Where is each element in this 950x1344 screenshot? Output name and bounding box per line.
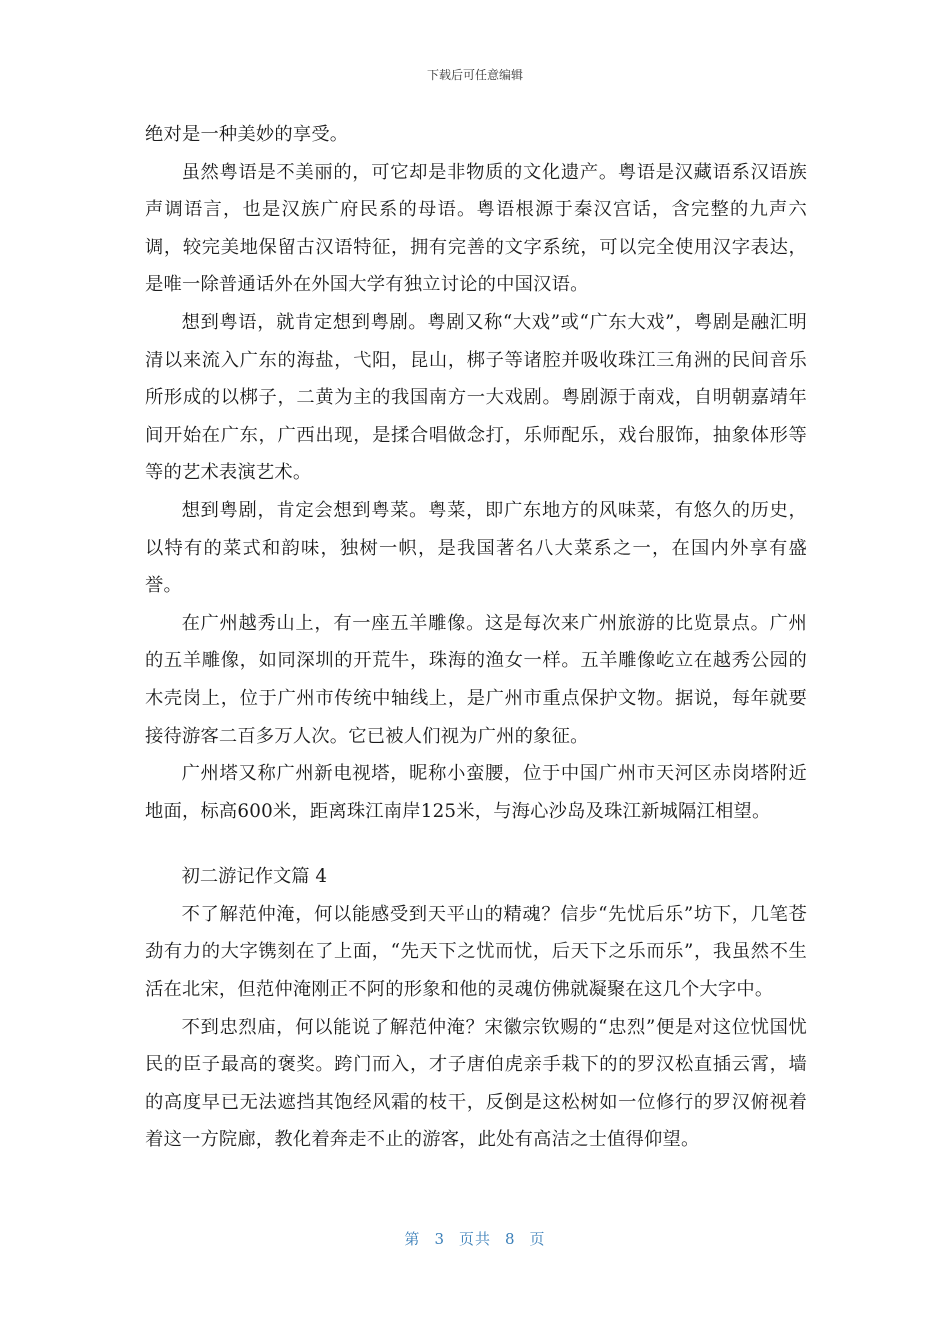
footer-current-page: 3	[434, 1230, 445, 1248]
paragraph-canton-tower: 广州塔又称广州新电视塔，昵称小蛮腰，位于中国广州市天河区赤岗塔附近地面，标高600米，距离珠江南岸125米，与海心沙岛及珠江新城隔江相望。	[145, 763, 807, 822]
page-number-footer	[0, 1228, 950, 1249]
paragraph-cantonese-language: 虽然粤语是不美丽的，可它却是非物质的文化遗产。粤语是汉藏语系汉语族声调语言，也是汉族广府民系的母语。粤语根源于秦汉宫话，含完整的九声六调，较完美地保留古汉语特征，拥有完善的文字系统，可以完全使用汉字表达，是唯一除普通话外在外国大学有独立讨论的中国汉语。	[145, 161, 807, 296]
paragraph-continuation: 绝对是一种美妙的享受。	[145, 124, 349, 145]
footer-label-end: 页	[529, 1230, 546, 1248]
page-header-note: 下载后可任意编辑	[426, 68, 523, 82]
footer-total-pages: 8	[505, 1230, 516, 1248]
section-heading: 初二游记作文篇 4	[181, 866, 328, 888]
paragraph-cantonese-cuisine: 想到粤剧，肯定会想到粤菜。粤菜，即广东地方的风味菜，有悠久的历史，以特有的菜式和韵味，独树一帜，是我国著名八大菜系之一，在国内外享有盛誉。	[145, 499, 807, 597]
footer-label-of: 页共	[458, 1230, 491, 1248]
paragraph-fan-zhongyan: 不了解范仲淹，何以能感受到天平山的精魂？信步“先忧后乐”坊下，几笔苍劲有力的大字镌刻在了上面，“先天下之忧而忧，后天下之乐而乐”，我虽然不生活在北宋，但范仲淹刚正不阿的形象和他的灵魂仿佛就凝聚在这几个大字中。	[145, 903, 807, 1001]
paragraph-zhonglie-temple: 不到忠烈庙，何以能说了解范仲淹？宋徽宗钦赐的“忠烈”便是对这位忧国忧民的臣子最高的褒奖。跨门而入，才子唐伯虎亲手栽下的的罗汉松直插云霄，墙的高度早已无法遮挡其饱经风霜的枝干，反倒是这松树如一位修行的罗汉俯视着着这一方院廊，教化着奔走不止的游客，此处有高洁之士值得仰望。	[145, 1016, 807, 1151]
footer-label-page: 第	[404, 1230, 421, 1248]
paragraph-cantonese-opera: 想到粤语，就肯定想到粤剧。粤剧又称“大戏”或“广东大戏”，粤剧是融汇明清以来流入广东的海盐，弋阳，昆山，梆子等诸腔并吸收珠江三角洲的民间音乐所形成的以梆子，二黄为主的我国南方一大戏剧。粤剧源于南戏，自明朝嘉靖年间开始在广东，广西出现，是揉合唱做念打，乐师配乐，戏台服饰，抽象体形等等的艺术表演艺术。	[145, 311, 807, 484]
document-body	[145, 116, 807, 1159]
paragraph-five-rams-statue: 在广州越秀山上，有一座五羊雕像。这是每次来广州旅游的比览景点。广州的五羊雕像，如同深圳的开荒牛，珠海的渔女一样。五羊雕像屹立在越秀公园的木壳岗上，位于广州市传统中轴线上，是广州市重点保护文物。据说，每年就要接待游客二百多万人次。它已被人们视为广州的象征。	[145, 612, 807, 747]
